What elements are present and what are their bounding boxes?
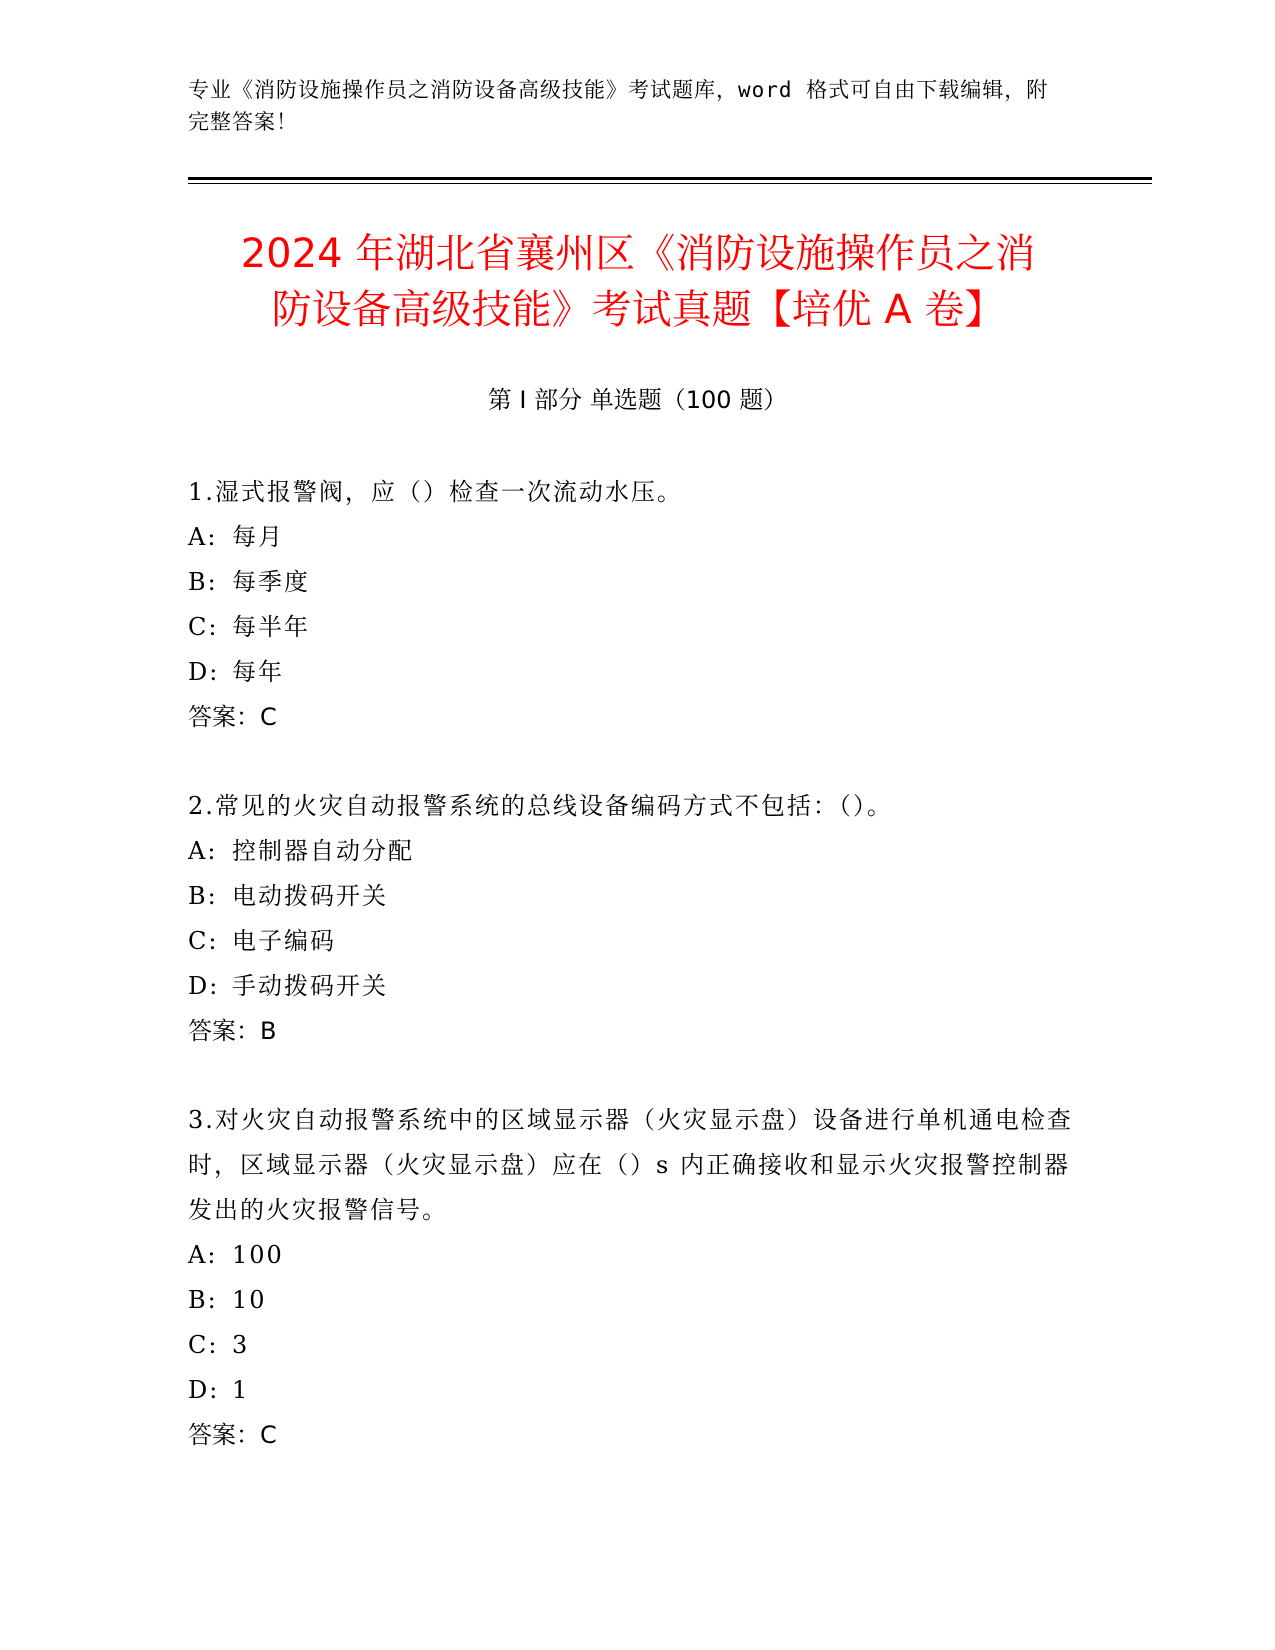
option-letter: A:: [188, 523, 218, 551]
answer: 答案：B: [188, 1017, 277, 1045]
question-1: [188, 470, 1088, 740]
question-stem: 1.湿式报警阀，应（）检查一次流动水压。: [188, 478, 683, 506]
option-text: 每季度: [232, 568, 310, 596]
option-letter: B:: [188, 568, 218, 596]
option-text: 每月: [232, 523, 284, 551]
option-d: [188, 650, 1088, 695]
question-2: [188, 784, 1088, 1054]
option-letter: A:: [188, 1241, 218, 1269]
document-title-line-1: 2024 年湖北省襄州区《消防设施操作员之消: [240, 231, 1036, 277]
option-text: 手动拨码开关: [232, 972, 388, 1000]
option-letter: B:: [188, 1286, 218, 1314]
option-text: 100: [232, 1241, 284, 1269]
option-letter: C:: [188, 1331, 219, 1359]
question-stem: 2.常见的火灾自动报警系统的总线设备编码方式不包括：（）。: [188, 792, 893, 820]
option-letter: B:: [188, 882, 218, 910]
document-title-line-2: 防设备高级技能》考试真题【培优 A 卷】: [271, 287, 1005, 333]
option-text: 1: [232, 1376, 250, 1404]
option-letter: D:: [188, 1376, 220, 1404]
option-c: [188, 605, 1088, 650]
option-letter: C:: [188, 613, 219, 641]
option-a: [188, 829, 1088, 874]
option-a: [188, 515, 1088, 560]
option-text: 电子编码: [232, 927, 336, 955]
option-b: [188, 1278, 1088, 1323]
option-letter: D:: [188, 658, 220, 686]
option-text: 每年: [232, 658, 284, 686]
header-divider-thin: [188, 183, 1152, 184]
option-a: [188, 1233, 1088, 1278]
option-c: [188, 919, 1088, 964]
option-text: 10: [232, 1286, 267, 1314]
option-text: 控制器自动分配: [232, 837, 414, 865]
option-d: [188, 1368, 1088, 1413]
option-d: [188, 964, 1088, 1009]
option-text: 3: [232, 1331, 250, 1359]
option-b: [188, 560, 1088, 605]
option-letter: C:: [188, 927, 219, 955]
answer: 答案：C: [188, 703, 277, 731]
section-title: 第 I 部分 单选题（100 题）: [487, 386, 788, 414]
question-list: [188, 470, 1088, 1502]
header-note: 专业《消防设施操作员之消防设备高级技能》考试题库，word 格式可自由下载编辑，附完整答案！: [188, 78, 1049, 134]
option-b: [188, 874, 1088, 919]
option-text: 电动拨码开关: [232, 882, 388, 910]
question-3: [188, 1098, 1088, 1458]
header-divider-thick: [188, 177, 1152, 180]
option-letter: D:: [188, 972, 220, 1000]
option-text: 每半年: [232, 613, 310, 641]
question-stem: 3.对火灾自动报警系统中的区域显示器（火灾显示盘）设备进行单机通电检查时，区域显示器（火灾显示盘）应在（）s 内正确接收和显示火灾报警控制器发出的火灾报警信号。: [188, 1106, 1073, 1224]
answer: 答案：C: [188, 1421, 277, 1449]
document-title: [188, 226, 1088, 338]
option-c: [188, 1323, 1088, 1368]
option-letter: A:: [188, 837, 218, 865]
